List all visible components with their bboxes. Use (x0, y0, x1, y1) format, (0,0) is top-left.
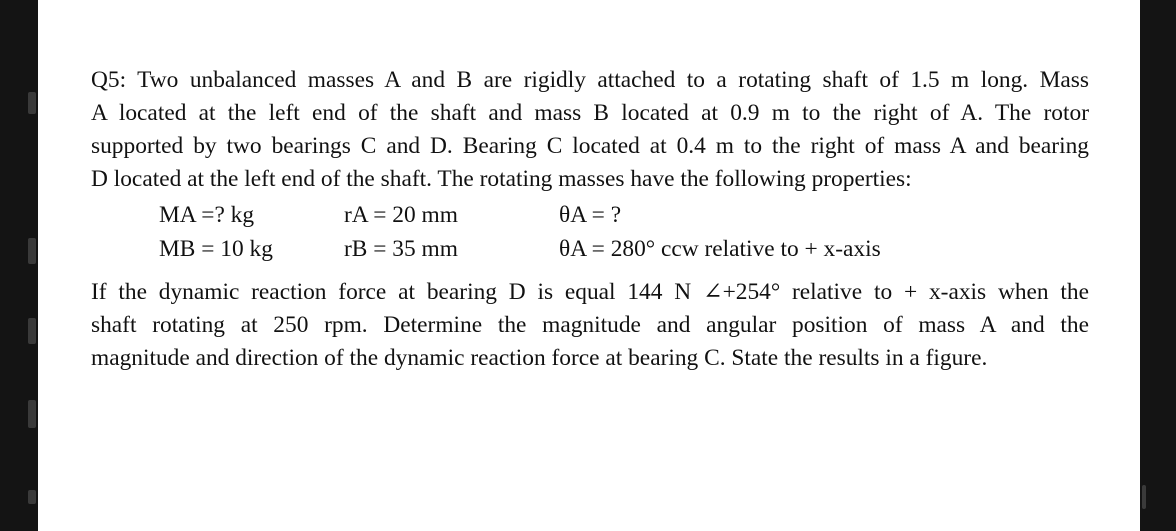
property-row (91, 199, 1089, 233)
radius-value: rA = 20 mm (344, 202, 458, 228)
property-row (91, 233, 1089, 267)
edge-mark (28, 400, 36, 428)
left-background-edge (0, 0, 38, 531)
angle-value: θA = ? (559, 202, 622, 228)
edge-mark (28, 318, 36, 344)
radius-value: rB = 35 mm (344, 236, 458, 262)
mass-value: MB = 10 kg (159, 236, 273, 262)
text-line: magnitude and direction of the dynamic reaction force at bearing C. State the results in a figure. (91, 345, 988, 371)
right-background-edge (1140, 0, 1176, 531)
mass-value: MA =? kg (159, 202, 255, 228)
task-paragraph (91, 276, 1089, 375)
text-line: D located at the left end of the shaft. The rotating masses have the following properties: (91, 166, 912, 192)
text-line: supported by two bearings C and D. Bearing C located at 0.4 m to the right of mass A and bearing (91, 133, 1089, 159)
text-line: If the dynamic reaction force at bearing D is equal 144 N ∠+254° relative to + x-axis when the (91, 279, 1089, 305)
edge-mark (28, 92, 36, 114)
text-line: A located at the left end of the shaft and mass B located at 0.9 m to the right of A. The rotor (91, 100, 1089, 126)
text-line: shaft rotating at 250 rpm. Determine the magnitude and angular position of mass A and the (91, 312, 1089, 338)
edge-mark (28, 490, 36, 504)
edge-mark (1142, 485, 1146, 509)
question-text (91, 64, 1089, 375)
intro-paragraph (91, 64, 1089, 196)
edge-mark (28, 238, 36, 264)
properties-table (91, 198, 1089, 276)
text-line: Q5: Two unbalanced masses A and B are rigidly attached to a rotating shaft of 1.5 m long. Mass (91, 67, 1089, 93)
angle-value: θA = 280° ccw relative to + x-axis (559, 236, 881, 262)
